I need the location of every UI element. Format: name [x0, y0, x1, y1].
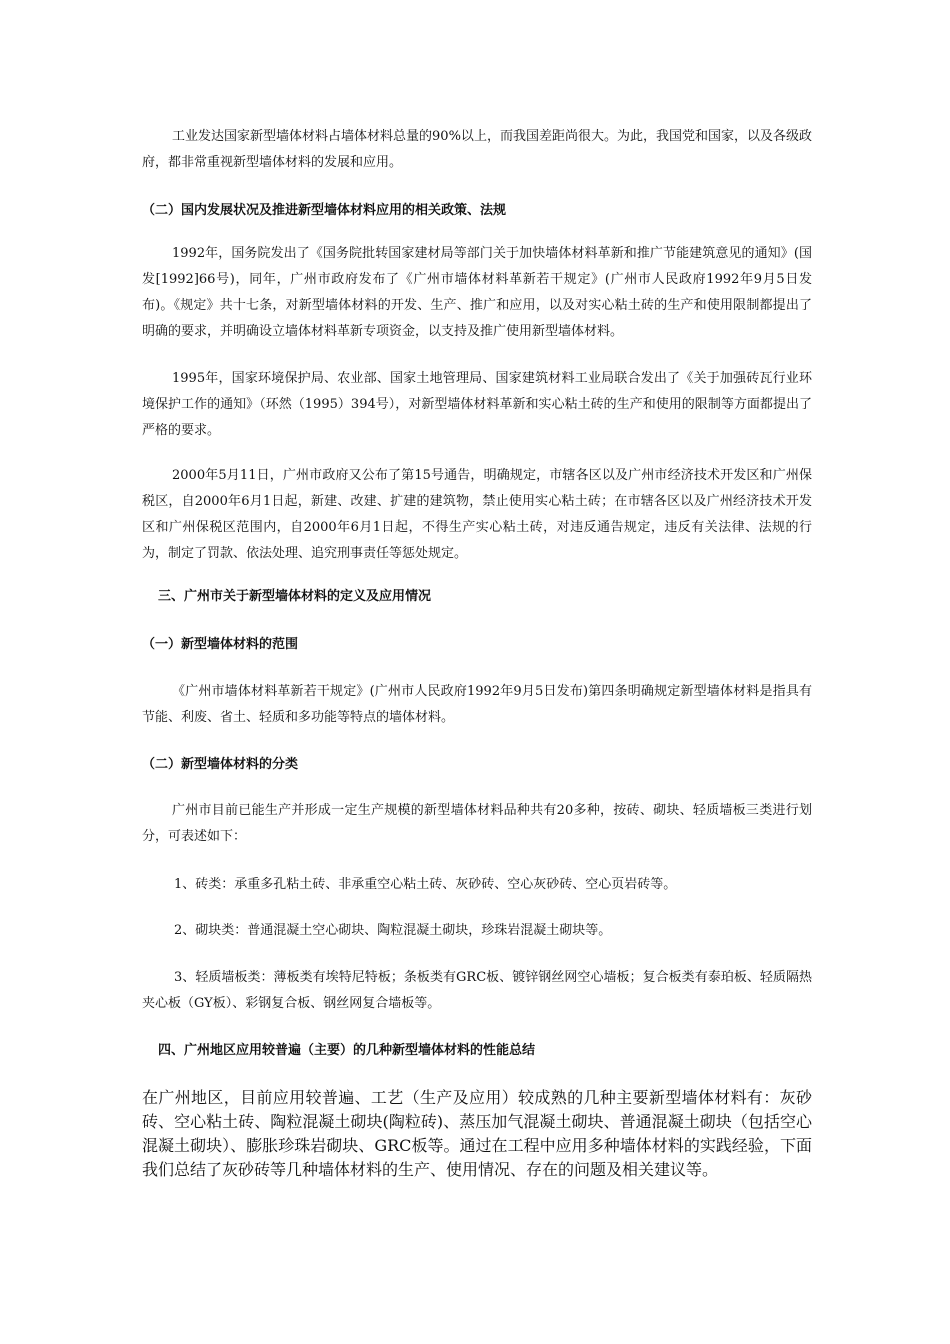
paragraph-definition: 《广州市墙体材料革新若干规定》(广州市人民政府1992年9月5日发布)第四条明确规定新型墙体材料是指具有节能、利废、省土、轻质和多功能等特点的墙体材料。	[142, 684, 812, 725]
heading-domestic-policies: （二）国内发展状况及推进新型墙体材料应用的相关政策、法规	[142, 203, 507, 218]
list-item-blocks: 2、砌块类：普通混凝土空心砌块、陶粒混凝土砌块，珍珠岩混凝土砌块等。	[174, 923, 612, 938]
paragraph-summary: 在广州地区，目前应用较普遍、工艺（生产及应用）较成熟的几种主要新型墙体材料有：灰砂砖、空心粘土砖、陶粒混凝土砌块(陶粒砖)、蒸压加气混凝土砌块、普通混凝土砌块（包括空心混凝土砌块）、膨胀珍珠岩砌块、GRC板等。通过在工程中应用多种墙体材料的实践经验，下面我们总结了灰砂砖等几种墙体材料的生产、使用情况、存在的问题及相关建议等。	[142, 1088, 812, 1179]
heading-section-three: 三、广州市关于新型墙体材料的定义及应用情况	[158, 589, 432, 604]
paragraph-2000-notice: 2000年5月11日，广州市政府又公布了第15号通告，明确规定，市辖各区以及广州市经济技术开发区和广州保税区，自2000年6月1日起，新建、改建、扩建的建筑物，禁止使用实心粘土砖；在市辖各区以及广州经济技术开发区和广州保税区范围内，自2000年6月1日起，不得生产实心粘土砖，对违反通告规定，违反有关法律、法规的行为，制定了罚款、依法处理、追究刑事责任等惩处规定。	[142, 468, 812, 561]
list-item-wall-panels: 3、轻质墙板类：薄板类有埃特尼特板；条板类有GRC板、镀锌钢丝网空心墙板；复合板类有泰珀板、轻质隔热夹心板（GY板）、彩钢复合板、钢丝网复合墙板等。	[142, 970, 812, 1011]
paragraph-1992-policy: 1992年，国务院发出了《国务院批转国家建材局等部门关于加快墙体材料革新和推广节能建筑意见的通知》(国发[1992]66号)，同年，广州市政府发布了《广州市墙体材料革新若干规定》(广州市人民政府1992年9月5日发布)。《规定》共十七条，对新型墙体材料的开发、生产、推广和应用，以及对实心粘土砖的生产和使用限制都提出了明确的要求，并明确设立墙体材料革新专项资金，以支持及推广使用新型墙体材料。	[142, 246, 812, 339]
heading-scope: （一）新型墙体材料的范围	[142, 637, 299, 652]
heading-classification: （二）新型墙体材料的分类	[142, 757, 299, 772]
paragraph-1995-notice: 1995年，国家环境保护局、农业部、国家土地管理局、国家建筑材料工业局联合发出了《关于加强砖瓦行业环境保护工作的通知》（环然（1995）394号），对新型墙体材料革新和实心粘土砖的生产和使用的限制等方面都提出了严格的要求。	[142, 371, 812, 438]
heading-section-four: 四、广州地区应用较普遍（主要）的几种新型墙体材料的性能总结	[158, 1043, 536, 1058]
paragraph-classification: 广州市目前已能生产并形成一定生产规模的新型墙体材料品种共有20多种，按砖、砌块、轻质墙板三类进行划分，可表述如下：	[142, 803, 812, 844]
list-item-bricks: 1、砖类：承重多孔粘土砖、非承重空心粘土砖、灰砂砖、空心灰砂砖、空心页岩砖等。	[174, 877, 677, 892]
paragraph-intro: 工业发达国家新型墙体材料占墙体材料总量的90%以上，而我国差距尚很大。为此，我国党和国家，以及各级政府，都非常重视新型墙体材料的发展和应用。	[142, 129, 812, 170]
